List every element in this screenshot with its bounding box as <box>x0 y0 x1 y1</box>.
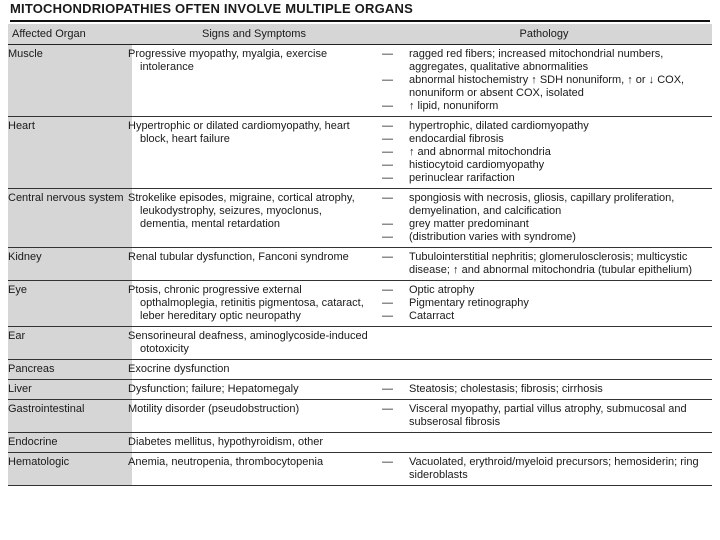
pathology-item: — Vacuolated, erythroid/myeloid precursors; hemosiderin; ring sideroblasts <box>382 456 699 481</box>
table-row <box>8 400 712 433</box>
signs-cell: Ptosis, chronic progressive external opthalmoplegia, retinitis pigmentosa, cataract, leber hereditary optic neuropathy <box>132 281 376 327</box>
table-row <box>8 189 712 248</box>
pathology-item: — ragged red fibers; increased mitochondrial numbers, aggregates, qualitative abnormalities <box>382 48 664 73</box>
pathology-cell <box>376 453 712 486</box>
pathology-cell <box>376 281 712 327</box>
organ-cell: Central nervous system <box>8 189 132 248</box>
table-title: MITOCHONDRIOPATHIES OFTEN INVOLVE MULTIPLE ORGANS <box>10 1 413 16</box>
table-row <box>8 248 712 281</box>
signs-cell: Sensorineural deafness, aminoglycoside-induced ototoxicity <box>132 327 376 360</box>
pathology-item: — abnormal histochemistry ↑ SDH nonuniform, ↑ or ↓ COX, nonuniform or absent COX, isolated <box>382 74 685 99</box>
organ-cell: Endocrine <box>8 433 132 453</box>
header-affected-organ: Affected Organ <box>8 24 132 45</box>
organ-cell: Muscle <box>8 45 132 117</box>
table-row <box>8 380 712 400</box>
header-row <box>8 24 712 45</box>
pathology-item: — perinuclear rarifaction <box>382 172 515 184</box>
pathology-item: — grey matter predominant <box>382 218 529 230</box>
pathology-cell <box>376 433 712 453</box>
table-row <box>8 453 712 486</box>
signs-cell: Anemia, neutropenia, thrombocytopenia <box>132 453 376 486</box>
pathology-item: — spongiosis with necrosis, gliosis, capillary proliferation, demyelination, and calcification <box>382 192 675 217</box>
pathology-cell <box>376 117 712 189</box>
pathology-item: — hypertrophic, dilated cardiomyopathy <box>382 120 589 132</box>
signs-cell: Renal tubular dysfunction, Fanconi syndrome <box>132 248 376 281</box>
organ-cell: Kidney <box>8 248 132 281</box>
header-pathology: Pathology <box>376 24 712 45</box>
pathology-cell <box>376 248 712 281</box>
table-row <box>8 45 712 117</box>
organ-cell: Liver <box>8 380 132 400</box>
organ-table <box>8 24 712 486</box>
organ-cell: Ear <box>8 327 132 360</box>
pathology-item: — Visceral myopathy, partial villus atrophy, submucosal and subserosal fibrosis <box>382 403 687 428</box>
pathology-cell <box>376 189 712 248</box>
organ-cell: Heart <box>8 117 132 189</box>
pathology-item: — endocardial fibrosis <box>382 133 504 145</box>
table-row <box>8 117 712 189</box>
pathology-item: — Steatosis; cholestasis; fibrosis; cirrhosis <box>382 383 603 395</box>
pathology-item: — ↑ lipid, nonuniform <box>382 100 499 112</box>
pathology-item: — ↑ and abnormal mitochondria <box>382 146 551 158</box>
table-row <box>8 281 712 327</box>
pathology-item: — (distribution varies with syndrome) <box>382 231 576 243</box>
signs-cell: Diabetes mellitus, hypothyroidism, other <box>132 433 376 453</box>
pathology-cell <box>376 400 712 433</box>
title-rule <box>10 20 710 22</box>
table-row <box>8 360 712 380</box>
organ-cell: Pancreas <box>8 360 132 380</box>
organ-cell: Gastrointestinal <box>8 400 132 433</box>
pathology-item: — Optic atrophy <box>382 284 475 296</box>
organ-cell: Eye <box>8 281 132 327</box>
table-row <box>8 433 712 453</box>
signs-cell: Exocrine dysfunction <box>132 360 376 380</box>
pathology-cell <box>376 360 712 380</box>
signs-cell: Strokelike episodes, migraine, cortical atrophy, leukodystrophy, seizures, myoclonus, dementia, mental retardation <box>132 189 376 248</box>
signs-cell: Progressive myopathy, myalgia, exercise intolerance <box>132 45 376 117</box>
table-row <box>8 327 712 360</box>
organ-cell: Hematologic <box>8 453 132 486</box>
signs-cell: Dysfunction; failure; Hepatomegaly <box>132 380 376 400</box>
pathology-item: disease; ↑ and abnormal mitochondria (tubular epithelium) <box>409 264 693 276</box>
pathology-cell <box>376 45 712 117</box>
pathology-cell <box>376 380 712 400</box>
signs-cell: Motility disorder (pseudobstruction) <box>132 400 376 433</box>
pathology-cell <box>376 327 712 360</box>
pathology-item: — histiocytoid cardiomyopathy <box>382 159 545 171</box>
pathology-item: — Pigmentary retinography <box>382 297 529 309</box>
pathology-item: — Tubulointerstitial nephritis; glomerulosclerosis; multicystic <box>382 251 688 263</box>
header-signs-symptoms: Signs and Symptoms <box>132 24 376 45</box>
signs-cell: Hypertrophic or dilated cardiomyopathy, heart block, heart failure <box>132 117 376 189</box>
pathology-item: — Catarract <box>382 310 455 322</box>
